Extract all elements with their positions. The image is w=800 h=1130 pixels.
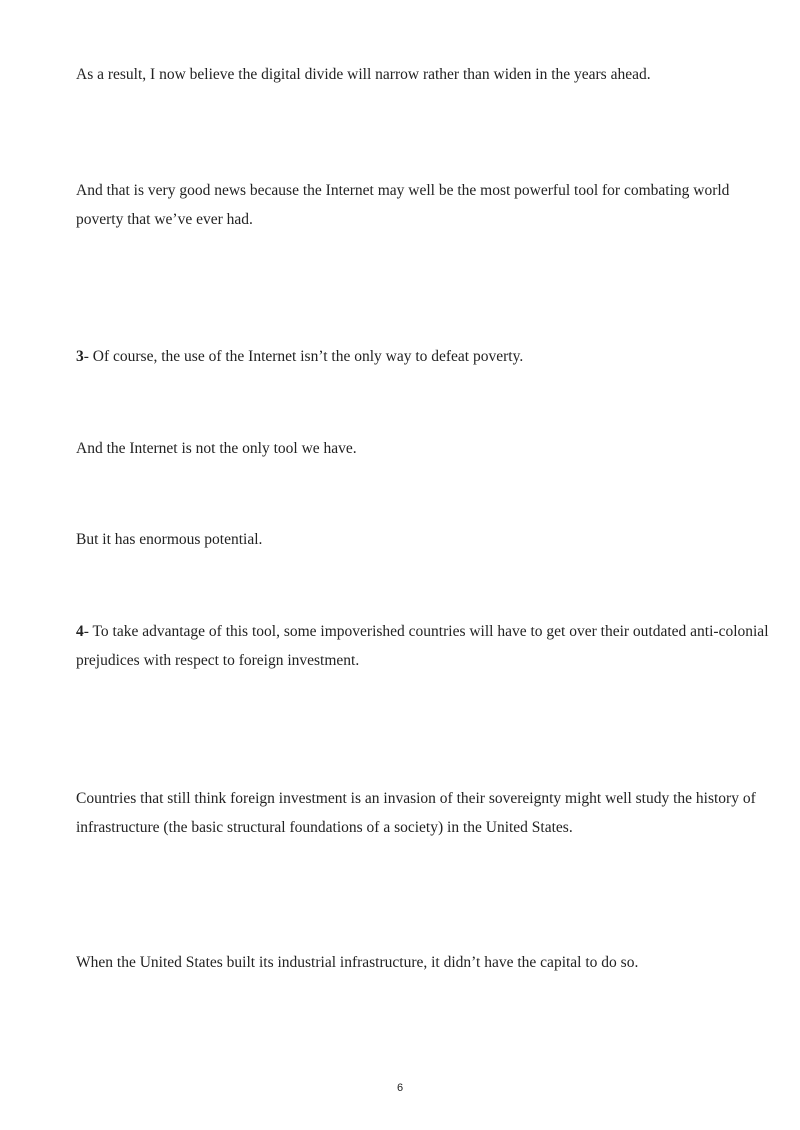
paragraph-text: And that is very good news because the Internet may well be the most powerful tool for combating world poverty that we’ve ever had. bbox=[76, 182, 730, 228]
paragraph-good-news bbox=[76, 176, 776, 234]
paragraph-not-only-tool bbox=[76, 434, 776, 463]
paragraph-text: And the Internet is not the only tool we have. bbox=[76, 440, 357, 457]
paragraph-number: 4 bbox=[76, 623, 84, 640]
paragraph-text: - Of course, the use of the Internet isn’t the only way to defeat poverty. bbox=[83, 348, 524, 365]
paragraph-text: - To take advantage of this tool, some impoverished countries will have to get over their outdated anti-colonial prejudices with respect to foreign investment. bbox=[76, 623, 769, 669]
paragraph-text: When the United States built its industrial infrastructure, it didn’t have the capital to do so. bbox=[76, 954, 639, 971]
paragraph-digital-divide bbox=[76, 60, 776, 89]
paragraph-number: 3 bbox=[76, 348, 84, 365]
paragraph-4-take-advantage bbox=[76, 617, 776, 675]
paragraph-3-of-course bbox=[76, 342, 776, 371]
page-number: 6 bbox=[396, 1082, 404, 1094]
paragraph-united-states-capital bbox=[76, 948, 776, 977]
paragraph-countries-sovereignty bbox=[76, 784, 776, 842]
paragraph-text: But it has enormous potential. bbox=[76, 531, 263, 548]
paragraph-text: Countries that still think foreign investment is an invasion of their sovereignty might well study the history of infrastructure (the basic structural foundations of a society) in the United States. bbox=[76, 790, 756, 836]
paragraph-enormous-potential bbox=[76, 525, 776, 554]
paragraph-text: As a result, I now believe the digital divide will narrow rather than widen in the years ahead. bbox=[76, 66, 651, 83]
